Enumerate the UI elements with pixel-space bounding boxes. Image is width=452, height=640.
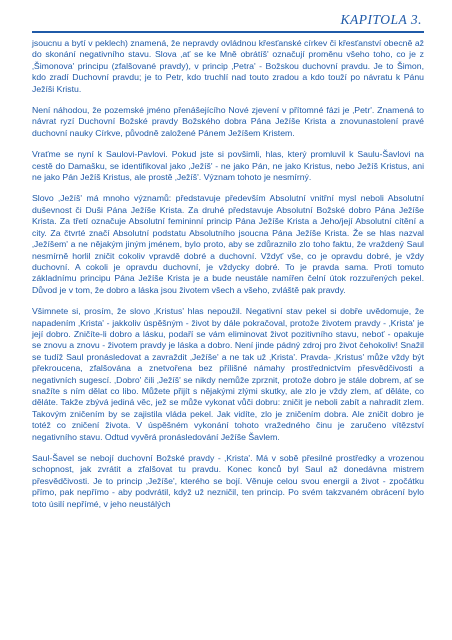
paragraph: Všimnete si, prosím, že slovo ‚Kristus' hlas nepoužil. Negativní stav pekel si dobře uvědomuje, že napadením ‚Krista' - jakkoliv úspěšným - život by dále pokračoval, protože životem pravdy - ‚Krista' je její dobro. Zničíte-li dobro a lásku, podaří se vám eliminovat život pozitivního stavu, neboť - opakuje se znovu a znovu - životem pravdy je láska a dobro. Není jinde pádný zdroj pro život čehokoliv! Snažil se tudíž Saul pronásledovat a zavraždit ‚Ježíše' a ne tak už ‚Krista'. Pravda- ‚Kristus' může vždy být překroucena, zfalšována a znetvořena bez přílišné námahy prostřednictvím přesvědčivosti a negativních sugescí. ‚Dobro' čili ‚Ježíš' se nikdy nemůže zprznit, protože dobro je stále dobrem, ať se snažíte s ním dělat co libo. Můžete přijít s nějakými zlými skutky, ale zlo je vždy zlem, ať děláte, co děláte. Takže zbývá jediná věc, jež se může vykonat vůči dobru: zničit je neboli zabít a nahradit zlem. Takovým zničením by se zajistila vláda pekel. Jak vidíte, zlo je zničením dobra. Ale zničit dobro je totéž co zničení života. V úspěšném vykonání tohoto vražedného činu je zaručeno vítězství negativního stavu. Odtud vyvěrá pronásledování Ježíše Šavlem. bbox=[32, 306, 424, 442]
body-text bbox=[32, 38, 424, 520]
header-rule bbox=[32, 31, 424, 33]
paragraph: Vraťme se nyní k Saulovi-Pavlovi. Pokud jste si povšimli, hlas, který promluvil k Saulu-Šavlovi na cestě do Damašku, se identifikoval jako ‚Ježíš' - ne jako Pán, ne jako Kristus, nebo Ježíš Kristus, ani ne jako Pán Ježíš Kristus, ale prostě ‚Ježíš'. Význam tohoto je nesmírný. bbox=[32, 149, 424, 183]
paragraph: Slovo ‚Ježíš' má mnoho významů: představuje především Absolutní vnitřní mysl neboli Absolutní duševnost či Duši Pána Ježíše Krista. Za druhé představuje Absolutní Božské dobro Pána Ježíše Krista. Za třetí označuje Absolutní femininní princip Pána Ježíše Krista a Jeho/její Absolutní cítění a city. Za čtvrté značí Absolutní podstatu Absolutního jsoucna Pána Ježíše Krista. Že se hlas nazval ‚Ježíšem' a ne nějakým jiným jménem, bylo proto, aby se zdůraznilo zlo toho faktu, že vraždený Saul nesmírně horlil zničit cokoliv vpravdě dobré a duchovní. Vždyť vše, co je opravdu dobré, je vždy duchovní. A cokoli je opravdu duchovní, je vždycky dobré. To je pravda sama. Proti tomuto základnímu principu Pána Ježíše Krista je a bude neustále namířen čelní útok rozzuřených pekel. Důvod je v tom, že dobro a láska jsou životem všech a všeho, zvláště pak pravdy. bbox=[32, 193, 424, 295]
paragraph: Není náhodou, že pozemské jméno přenášejícího Nové zjevení v přítomné fázi je ‚Petr'. Znamená to návrat ryzí Duchovní Božské pravdy Božského dobra Pána Ježíše Krista a znovunastolení pravé duchovní nauky Církve, původně založené Pánem Ježíšem Kristem. bbox=[32, 105, 424, 138]
paragraph: jsoucnu a bytí v peklech) znamená, že nepravdy ovládnou křesťanské církev či křesťanství obecně až do skonání negativního stavu. Slova ‚ať se ke Mně obrátíš' označují proměnu všeho toho, co je z ‚Šimonova' principu (zfalšované pravdy), v princip ‚Petra' - Božskou duchovní pravdu. Je to Šimon, kdo zradí Duchovní pravdu; je to Petr, kdo truchlí nad touto zradou a kdo touží po návratu k Pánu Ježíši Kristu. bbox=[32, 38, 424, 94]
paragraph: Saul-Šavel se nebojí duchovní Božské pravdy - ‚Krista'. Má v sobě přesilné prostředky a vrozenou schopnost, jak zvrátit a zfalšovat tu pravdu. Konec konců byl Saul až donedávna mistrem přesvědčivosti. Je to princip ‚Ježíše', kterého se bojí. Věnuje celou svou energii a život - zpočátku přímo, pak nepřímo - aby podvrátil, když už nezničil, ten princip. Po svém takzvaném obrácení bylo toto úsilí nepřímé, v jeho neustálých bbox=[32, 453, 424, 509]
chapter-heading: KAPITOLA 3. bbox=[340, 12, 422, 27]
